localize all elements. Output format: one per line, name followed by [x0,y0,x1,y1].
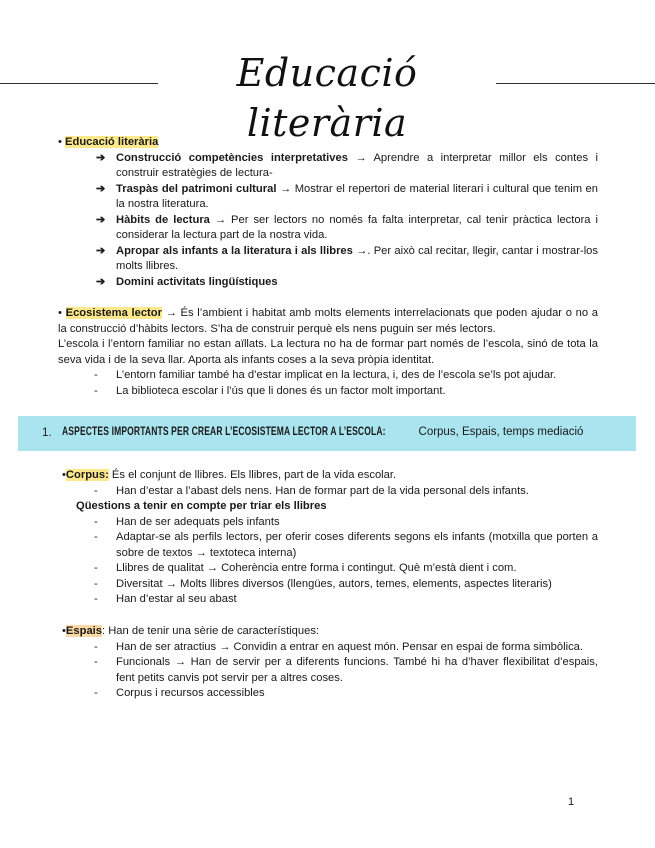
espais-label: Espais [65,625,102,637]
title-rule-left [0,83,158,84]
item-text: Han d’estar a l’abast dels nens. Han de formar part de la vida personal dels infants. [116,484,529,497]
dash-glyph: - [94,562,98,574]
item-text: Han de ser adequats pels infants [116,515,280,528]
item-text: Corpus i recursos accessibles [116,687,265,699]
list-item [94,384,598,400]
list-item [96,275,598,291]
corpus-label: Corpus: [65,469,109,481]
dash-glyph: - [94,369,98,381]
questions-title: Qüestions a tenir en compte per triar els llibres [76,500,327,512]
corpus-list-1 [94,484,598,500]
intro-section [58,135,598,290]
dash-glyph: - [94,515,98,528]
intro-list [96,151,598,291]
list-item [96,213,598,244]
list-item [96,151,598,182]
arrow-icon: ➔ [96,213,106,226]
dash-glyph: - [94,640,98,653]
list-item [96,182,598,213]
section-subheading: Corpus, Espais, temps mediació [415,426,584,438]
list-item [94,561,598,577]
arrow-icon: ➔ [96,244,106,257]
ecosistema-paragraph [58,306,598,337]
page-title: Educació literària [236,51,418,145]
item-text: Llibres de qualitat → Coherència entre forma i contingut. Què m’està dient i com. [116,562,517,574]
list-item [94,515,598,531]
dash-glyph: - [94,593,98,605]
arrow-icon: ➔ [96,151,106,164]
bullet-glyph: • [62,469,66,481]
list-item [94,530,598,561]
dash-glyph: - [94,484,98,497]
ecosistema-text: → És l’ambient i habitat amb molts elements interrelacionats que poden ajudar o no a la construcció d’hàbits lectors. S’ha de construir perquè els nens puguin ser més lectors. [58,307,599,335]
page-number: 1 [568,796,575,808]
item-text: → Aprendre a interpretar millor els contes i construir estratègies de lectura- [116,151,599,179]
espais-section [62,624,598,702]
corpus-text: És el conjunt de llibres. Els llibres, part de la vida escolar. [108,469,397,481]
item-bold: Apropar als infants a la literatura i als llibres [116,244,353,257]
bullet-glyph: • [58,307,62,319]
item-bold: Traspàs del patrimoni cultural [116,182,277,195]
item-bold: Construcció competències interpretatives [116,151,348,164]
section-number: 1. [42,427,52,439]
item-text: Han d’estar al seu abast [116,593,237,605]
corpus-section [62,468,598,608]
section-heading-banner [18,416,636,451]
bullet-glyph: • [58,136,62,148]
item-text: → Per ser lectors no només fa falta interpretar, cal tenir pràctica lectora i considerar la lectura part de la nostra vida. [116,213,598,241]
espais-list [94,640,598,702]
item-text: Han de ser atractius → Convidin a entrar en aquest món. Pensar en espai de forma simbòlica. [116,640,584,653]
corpus-paragraph [62,468,598,484]
item-text: La biblioteca escolar i l’ús que li dones és un factor molt important. [116,384,446,397]
item-bold: Hàbits de lectura [116,213,210,226]
item-text: L’entorn familiar també ha d’estar implicat en la lectura, i, des de l’escola se’ls pot ajudar. [116,369,557,381]
ecosistema-list [94,368,598,399]
intro-label: Educació literària [65,136,159,148]
item-text: Funcionals → Han de servir per a diferents funcions. També hi ha d’haver flexibilitat d’espais, fent petits canvis pot servir per a altres coses. [116,656,598,684]
item-text: Diversitat → Molts llibres diversos (llengües, autors, temes, elements, aspectes literaris) [116,577,552,590]
item-text: Adaptar-se als perfils lectors, per oferir coses diferents segons els infants (motxilla que porten a sobre de textos → textoteca interna) [116,531,598,559]
bullet-glyph: • [62,625,66,637]
dash-glyph: - [94,531,98,543]
espais-paragraph [62,624,598,640]
ecosistema-label: Ecosistema lector [65,307,162,319]
list-item [94,640,598,656]
dash-glyph: - [94,687,98,699]
ecosistema-section [58,306,598,399]
dash-glyph: - [94,384,98,397]
title-area [0,42,655,145]
espais-text: : Han de tenir una sèrie de característiques: [102,625,320,637]
list-item [96,244,598,275]
section-heading [62,425,583,441]
dash-glyph: - [94,656,98,668]
item-text: → Mostrar el repertori de material literari i cultural que tenim en la nostra literatura. [116,182,599,210]
list-item [94,686,598,702]
arrow-icon: ➔ [96,275,106,288]
ecosistema-paragraph-2: L’escola i l’entorn familiar no estan aïllats. La lectura no ha de formar part només de l’escola, sinó de tota la seva vida i de la seva llar. Aporta als infants coses a la seva pròpia identitat. [58,338,598,366]
list-item [94,592,598,608]
corpus-list-2 [94,515,598,608]
section-heading-title: ASPECTES IMPORTANTS PER CREAR L’ECOSISTEMA LECTOR A L’ESCOLA: [62,426,386,438]
arrow-icon: ➔ [96,182,106,195]
intro-bullet [58,135,598,151]
list-item [94,484,598,500]
dash-glyph: - [94,577,98,590]
list-item [94,368,598,384]
item-bold: Domini activitats lingüístiques [116,275,278,288]
item-text: →. Per això cal recitar, llegir, cantar i mostrar-los molts llibres. [116,244,598,272]
list-item [94,577,598,593]
list-item [94,655,598,686]
title-rule-right [496,83,655,84]
